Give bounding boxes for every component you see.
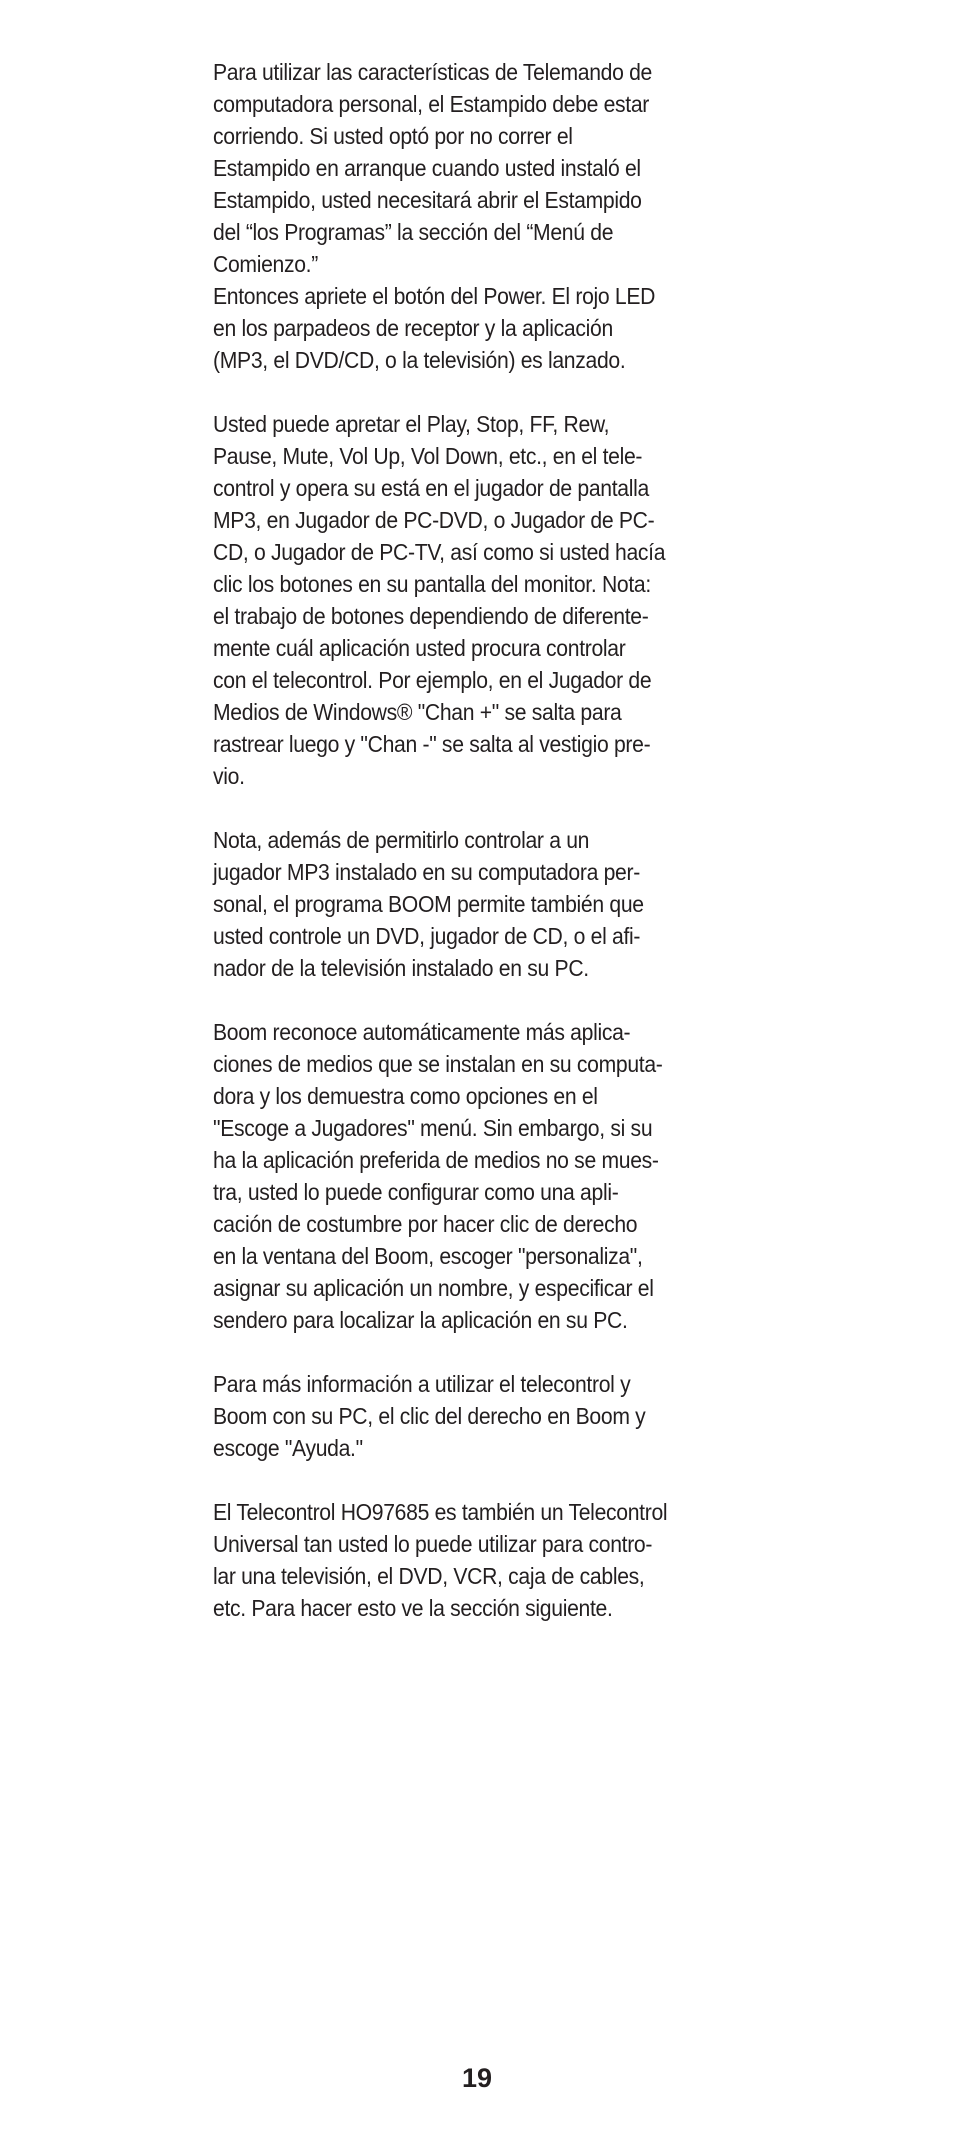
- text-line: dora y los demuestra como opciones en el: [213, 1083, 598, 1109]
- text-line: escoge "Ayuda.": [213, 1435, 363, 1461]
- text-line: mente cuál aplicación usted procura controlar: [213, 635, 626, 661]
- text-line: Medios de Windows® "Chan +" se salta para: [213, 699, 622, 725]
- text-line: en los parpadeos de receptor y la aplicación: [213, 315, 613, 341]
- page-number: 19: [461, 2063, 493, 2093]
- text-line: El Telecontrol HO97685 es también un Telecontrol: [213, 1499, 668, 1525]
- text-line: ha la aplicación preferida de medios no se mues-: [213, 1147, 659, 1173]
- text-line: usted controle un DVD, jugador de CD, o el afi-: [213, 923, 641, 949]
- text-line: Nota, además de permitirlo controlar a un: [213, 827, 590, 853]
- text-line: Entonces apriete el botón del Power. El rojo LED: [213, 283, 656, 309]
- text-line: nador de la televisión instalado en su PC.: [213, 955, 589, 981]
- text-line: CD, o Jugador de PC-TV, así como si usted hacía: [213, 539, 666, 565]
- text-line: ciones de medios que se instalan en su computa-: [213, 1051, 663, 1077]
- text-line: cación de costumbre por hacer clic de derecho: [213, 1211, 638, 1237]
- text-line: sonal, el programa BOOM permite también que: [213, 891, 644, 917]
- text-line: computadora personal, el Estampido debe estar: [213, 91, 650, 117]
- text-line: sendero para localizar la aplicación en su PC.: [213, 1307, 628, 1333]
- text-line: Boom reconoce automáticamente más aplica-: [213, 1019, 631, 1045]
- text-line: Estampido, usted necesitará abrir el Estampido: [213, 187, 642, 213]
- text-line: (MP3, el DVD/CD, o la televisión) es lanzado.: [213, 347, 626, 373]
- text-line: Para más información a utilizar el telecontrol y: [213, 1371, 631, 1397]
- text-column: [213, 56, 758, 1624]
- text-line: asignar su aplicación un nombre, y especificar el: [213, 1275, 654, 1301]
- text-line: Boom con su PC, el clic del derecho en Boom y: [213, 1403, 646, 1429]
- text-line: jugador MP3 instalado en su computadora per-: [213, 859, 640, 885]
- text-line: "Escoge a Jugadores" menú. Sin embargo, si su: [213, 1115, 653, 1141]
- text-line: el trabajo de botones dependiendo de diferente-: [213, 603, 649, 629]
- paragraph-universal-remote: [213, 1496, 758, 1624]
- paragraph-power-button: [213, 280, 758, 376]
- text-line: etc. Para hacer esto ve la sección siguiente.: [213, 1595, 613, 1621]
- text-line: clic los botones en su pantalla del monitor. Nota:: [213, 571, 651, 597]
- paragraph-pc-remote-intro: [213, 56, 758, 280]
- text-line: rastrear luego y "Chan -" se salta al vestigio pre-: [213, 731, 651, 757]
- text-line: control y opera su está en el jugador de pantalla: [213, 475, 649, 501]
- text-line: tra, usted lo puede configurar como una apli-: [213, 1179, 619, 1205]
- paragraph-more-information: [213, 1368, 758, 1464]
- text-line: Estampido en arranque cuando usted instaló el: [213, 155, 641, 181]
- text-line: Usted puede apretar el Play, Stop, FF, Rew,: [213, 411, 610, 437]
- paragraph-boom-program-note: [213, 824, 758, 984]
- text-line: Universal tan usted lo puede utilizar para contro-: [213, 1531, 653, 1557]
- paragraph-buttons-usage: [213, 408, 758, 792]
- text-line: en la ventana del Boom, escoger "personaliza",: [213, 1243, 643, 1269]
- paragraph-media-applications: [213, 1016, 758, 1336]
- text-line: MP3, en Jugador de PC-DVD, o Jugador de PC-: [213, 507, 655, 533]
- text-line: Para utilizar las características de Telemando de: [213, 59, 652, 85]
- text-line: lar una televisión, el DVD, VCR, caja de cables,: [213, 1563, 645, 1589]
- text-line: corriendo. Si usted optó por no correr el: [213, 123, 573, 149]
- text-line: con el telecontrol. Por ejemplo, en el Jugador de: [213, 667, 652, 693]
- text-line: vio.: [213, 763, 245, 789]
- text-line: Comienzo.”: [213, 251, 318, 277]
- text-line: Pause, Mute, Vol Up, Vol Down, etc., en el tele-: [213, 443, 643, 469]
- text-line: del “los Programas” la sección del “Menú de: [213, 219, 614, 245]
